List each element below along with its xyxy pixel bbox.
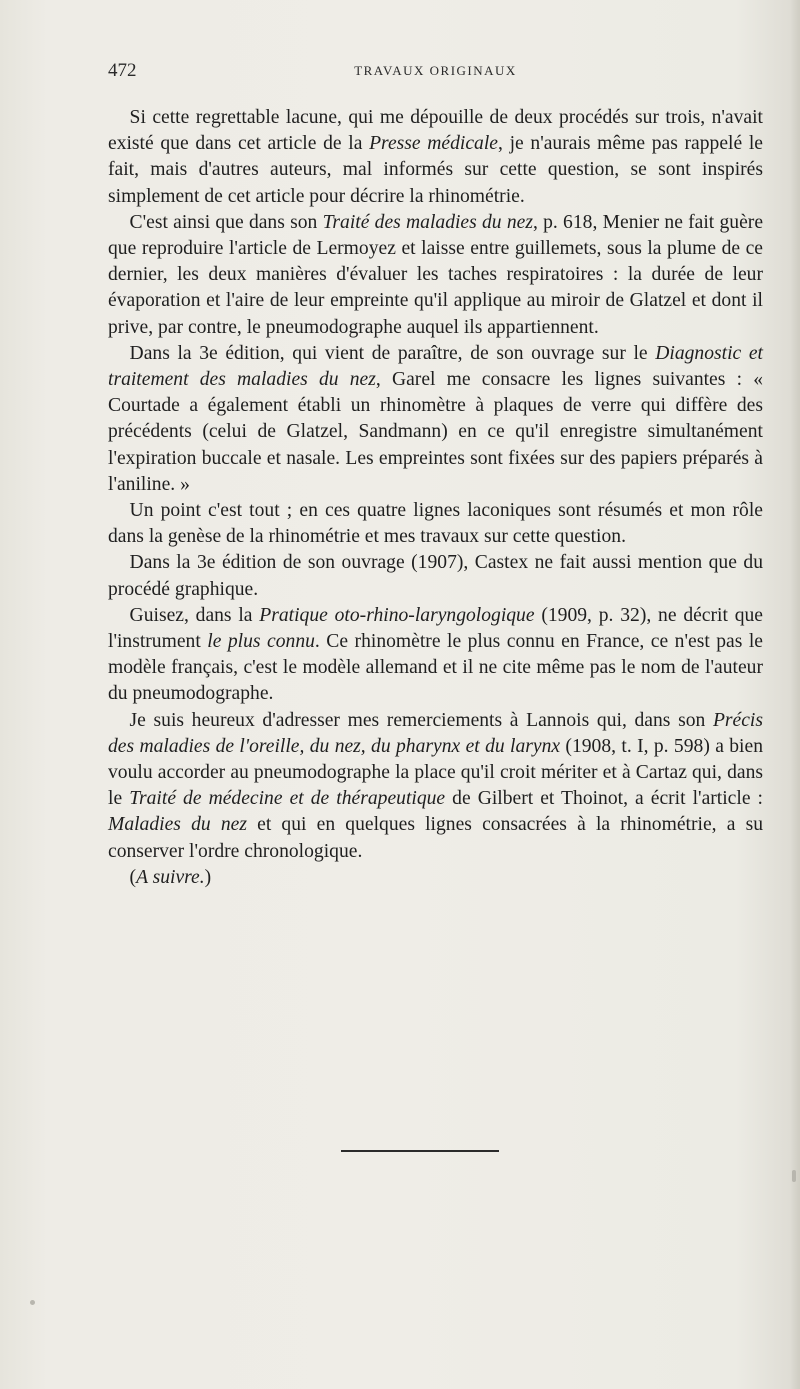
article-title: Maladies du nez <box>108 814 247 836</box>
text-run: (1909, p. 32), ne décrit que l'instrument <box>108 604 763 653</box>
text-run: Dans la 3e édition, qui vient de paraître, de son ouvrage sur le <box>129 342 656 364</box>
paragraph <box>108 210 763 341</box>
italic-phrase: le plus connu <box>207 631 315 653</box>
paragraph <box>108 550 763 602</box>
book-title: Traité des maladies du nez <box>322 211 533 233</box>
journal-title: Presse médicale <box>369 133 498 155</box>
text-run: , je n'aurais même pas rappelé le fait, mais d'autres auteurs, mal informés sur cette question, se sont inspirés simplement de cet article pour décrire la rhinométrie. <box>108 133 764 207</box>
paren-close: ) <box>204 866 212 888</box>
book-title: Précis des maladies de l'oreille, du nez, du pharynx et du larynx <box>108 709 763 757</box>
text-run: Si cette regrettable lacune, qui me dépouille de deux procédés sur trois, n'avait existé que dans cet article de la <box>108 107 763 155</box>
book-title: Diagnostic et traitement des maladies du nez <box>108 342 763 391</box>
paragraph <box>108 498 763 550</box>
paragraph <box>108 341 763 498</box>
to-be-continued <box>108 865 763 891</box>
paragraph <box>108 105 763 210</box>
body-text <box>108 105 763 891</box>
to-be-continued-text: A suivre. <box>136 866 205 888</box>
paragraph <box>108 603 763 708</box>
text-run: . Ce rhinomètre le plus connu en France, ce n'est pas le modèle français, c'est le modèle allemand et il ne cite même pas le nom de l'auteur du pneumodographe. <box>108 631 763 705</box>
paragraph <box>108 708 763 865</box>
section-rule <box>341 1150 499 1152</box>
text-run: (1908, t. I, p. 598) a bien voulu accorder au pneumodographe la place qu'il croit mériter et à Cartaz qui, dans le <box>108 735 763 810</box>
page-number: 472 <box>108 60 137 81</box>
book-title: Pratique oto-rhino-laryngologique <box>259 604 535 626</box>
paper-speck <box>30 1300 35 1305</box>
text-run: de Gilbert et Thoinot, a écrit l'article : <box>445 788 763 810</box>
text-run: C'est ainsi que dans son <box>129 211 323 233</box>
text-run: Je suis heureux d'adresser mes remerciements à Lannois qui, dans son <box>129 709 713 731</box>
text-run: , Garel me consacre les lignes suivantes : « Courtade a également établi un rhinomètre à plaques de verre qui diffère des précédents (celui de Glatzel, Sandmann) en ce qu'il enregistre simultanément l'expiration buccale et nasale. Les empreintes sont fixées sur des papiers préparés à l'aniline. » <box>108 369 763 495</box>
page-header <box>108 60 763 84</box>
text-run: Dans la 3e édition de son ouvrage (1907), Castex ne fait aussi mention que du procédé graphique. <box>108 552 763 600</box>
text-run: Un point c'est tout ; en ces quatre lignes laconiques sont résumés et mon rôle dans la genèse de la rhinométrie et mes travaux sur cette question. <box>108 500 763 548</box>
running-head: TRAVAUX ORIGINAUX <box>354 63 517 78</box>
text-run: Guisez, dans la <box>129 604 260 626</box>
text-run: et qui en quelques lignes consacrées à la rhinométrie, a su conserver l'ordre chronologique. <box>108 814 763 862</box>
paper-speck <box>792 1170 796 1182</box>
paren-open: ( <box>129 866 137 888</box>
text-run: , p. 618, Menier ne fait guère que reproduire l'article de Lermoyez et laisse entre guillemets, sous la plume de ce dernier, les deux manières d'évaluer les taches respiratoires : la durée de leur évaporation et l'aire de leur empreinte qu'il applique au miroir de Glatzel et dont il prive, par contre, le pneumodographe auquel ils appartiennent. <box>108 211 764 338</box>
book-title: Traité de médecine et de thérapeutique <box>129 788 446 810</box>
